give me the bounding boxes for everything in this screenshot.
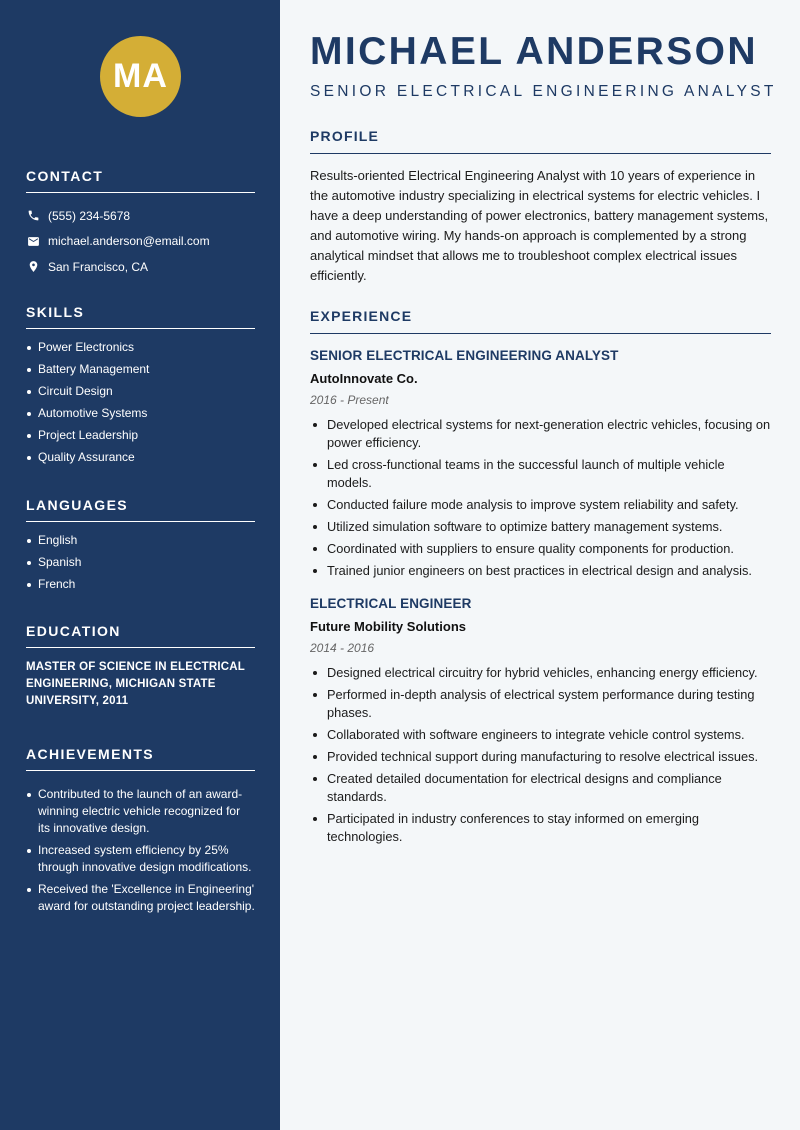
job-bullet: Coordinated with suppliers to ensure quality components for production. [310,540,771,558]
skill-item: Automotive Systems [26,405,255,422]
job-bullet: Utilized simulation software to optimize battery management systems. [310,518,771,536]
job-bullet: Developed electrical systems for next-generation electric vehicles, focusing on power efficiency. [310,416,771,452]
language-item: English [26,532,255,549]
job-bullet: Trained junior engineers on best practices in electrical design and analysis. [310,562,771,580]
job-company: AutoInnovate Co. [310,371,418,386]
language-item: French [26,576,255,593]
job-bullet: Led cross-functional teams in the successful launch of multiple vehicle models. [310,456,771,492]
contact-location [26,254,255,280]
contact-list [26,203,255,280]
achievement-item: Contributed to the launch of an award-winning electric vehicle recognized for its innovative design. [26,786,255,837]
job-dates: 2016 - Present [310,393,389,407]
job-company: Future Mobility Solutions [310,619,466,634]
location-pin-icon [26,260,40,274]
job-entry [310,348,771,580]
languages-section [26,497,255,598]
skills-list [26,339,255,466]
job-bullet: Conducted failure mode analysis to improve system reliability and safety. [310,496,771,514]
education-entry: MASTER OF SCIENCE IN ELECTRICAL ENGINEERING, MICHIGAN STATE UNIVERSITY, 2011 [26,661,245,707]
achievements-heading: ACHIEVEMENTS [26,746,255,771]
job-bullets [310,664,771,846]
job-bullets [310,416,771,580]
sidebar [0,0,280,1130]
candidate-role: SENIOR ELECTRICAL ENGINEERING ANALYST [310,83,777,100]
experience-section [310,308,771,850]
profile-heading: PROFILE [310,128,771,154]
skill-item: Power Electronics [26,339,255,356]
language-item: Spanish [26,554,255,571]
skill-item: Circuit Design [26,383,255,400]
achievements-list [26,786,255,915]
achievements-section [26,746,255,920]
achievement-item: Increased system efficiency by 25% through innovative design modifications. [26,842,255,876]
location-text: San Francisco, CA [48,259,149,274]
job-entry [310,596,771,846]
profile-section [310,128,771,286]
contact-heading: CONTACT [26,168,255,193]
job-bullet: Provided technical support during manufacturing to resolve electrical issues. [310,748,771,766]
contact-section [26,168,255,280]
phone-icon [26,209,40,223]
job-title: ELECTRICAL ENGINEER [310,596,472,611]
avatar [100,36,181,117]
skill-item: Quality Assurance [26,449,255,466]
job-bullet: Collaborated with software engineers to integrate vehicle control systems. [310,726,771,744]
skill-item: Battery Management [26,361,255,378]
languages-list [26,532,255,593]
profile-text: Results-oriented Electrical Engineering Analyst with 10 years of experience in the automotive industry specializing in electrical systems for electric vehicles. I have a deep understanding of power electronics, battery management systems, and automotive wiring. My hands-on approach is complemented by a strong analytical mindset that allows me to troubleshoot complex electrical issues efficiently. [310,168,769,283]
email-text[interactable]: michael.anderson@email.com [48,234,210,249]
skills-heading: SKILLS [26,304,255,329]
experience-heading: EXPERIENCE [310,308,771,334]
achievement-item: Received the 'Excellence in Engineering' award for outstanding project leadership. [26,881,255,915]
job-title: SENIOR ELECTRICAL ENGINEERING ANALYST [310,348,619,363]
contact-email [26,229,255,255]
candidate-name: MICHAEL ANDERSON [310,30,758,73]
skills-section [26,304,255,471]
phone-text[interactable]: (555) 234-5678 [48,208,131,223]
job-dates: 2014 - 2016 [310,641,375,655]
education-heading: EDUCATION [26,623,255,648]
job-bullet: Created detailed documentation for electrical designs and compliance standards. [310,770,771,806]
job-bullet: Performed in-depth analysis of electrical system performance during testing phases. [310,686,771,722]
contact-phone [26,203,255,229]
languages-heading: LANGUAGES [26,497,255,522]
job-bullet: Participated in industry conferences to stay informed on emerging technologies. [310,810,771,846]
email-icon [26,234,40,248]
skill-item: Project Leadership [26,427,255,444]
education-section [26,623,255,710]
job-bullet: Designed electrical circuitry for hybrid vehicles, enhancing energy efficiency. [310,664,771,682]
avatar-initials: MA [113,57,168,95]
